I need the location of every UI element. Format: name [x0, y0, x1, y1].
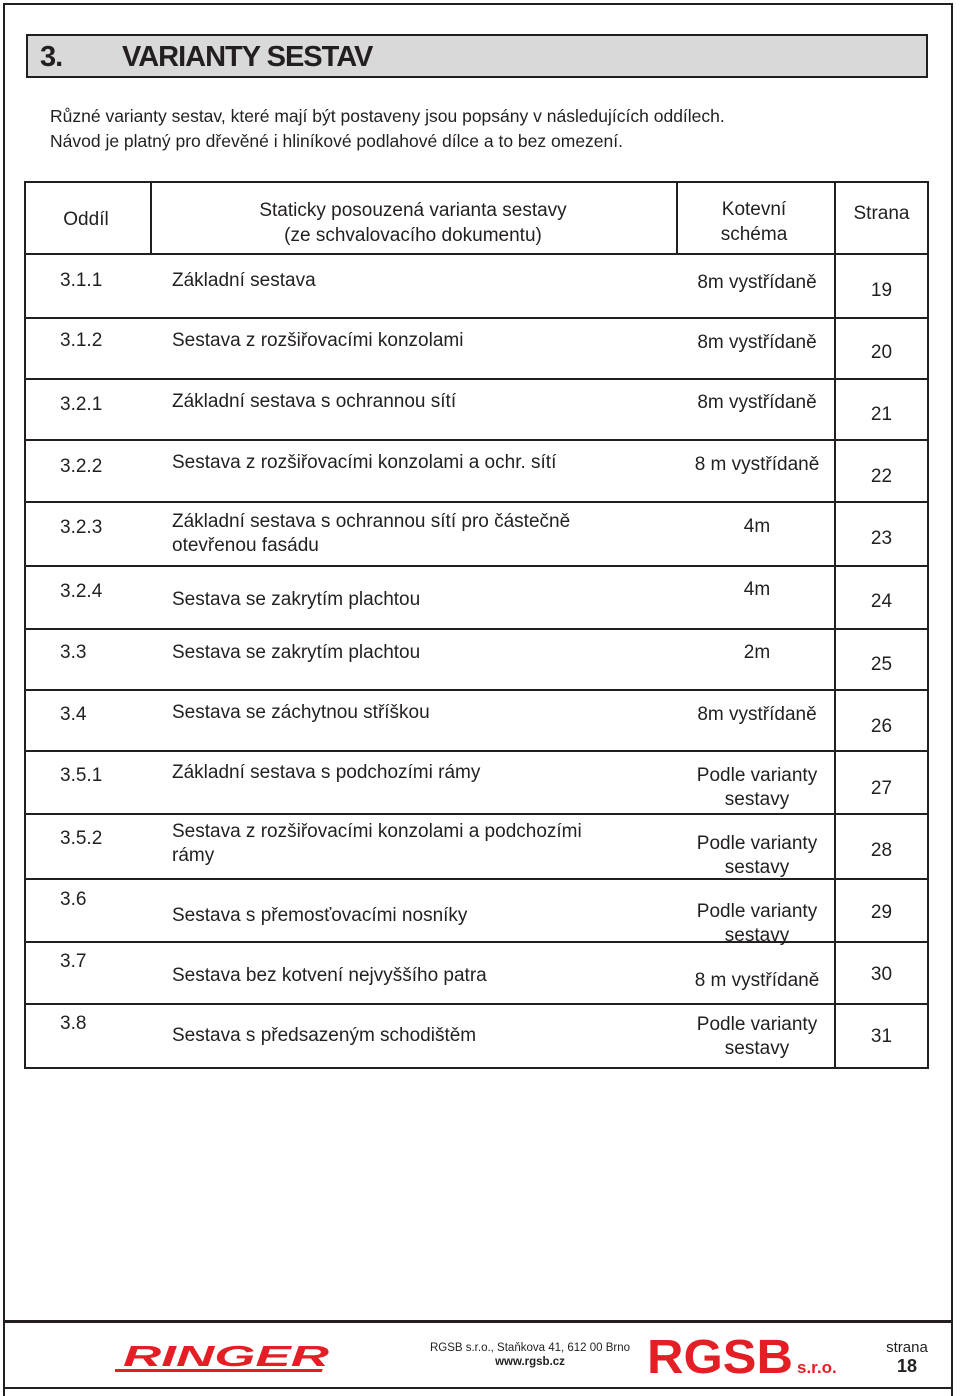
row-anchor: Podle varianty sestavy — [696, 833, 818, 878]
row-anchor: 4m — [743, 579, 771, 600]
row-anchor: 8 m vystřídaně — [694, 970, 820, 991]
row-page: 23 — [870, 528, 893, 549]
row-anchor: Podle varianty sestavy — [696, 765, 818, 810]
company-website: www.rgsb.cz — [495, 1356, 565, 1368]
row-section: 3.1.1 — [60, 270, 103, 291]
header-section: Oddíl — [63, 209, 109, 230]
header-anchor-scheme: Kotevní schéma — [720, 199, 788, 245]
row-variant: Základní sestava s ochrannou sítí pro částečně otevřenou fasádu — [172, 511, 571, 556]
row-section: 3.1.2 — [60, 330, 103, 351]
company-info — [400, 1341, 660, 1369]
row-divider — [26, 689, 927, 691]
row-section: 3.4 — [60, 704, 87, 725]
page-number-block — [867, 1339, 947, 1375]
row-anchor: Podle varianty sestavy — [696, 901, 818, 946]
page-number: 18 — [896, 1356, 918, 1376]
rgsb-logo — [645, 1333, 855, 1381]
row-variant: Základní sestava s podchozími rámy — [172, 762, 481, 783]
row-page: 19 — [870, 280, 893, 301]
page-footer — [3, 1320, 953, 1396]
row-page: 24 — [870, 591, 893, 612]
svg-text:RINGER: RINGER — [123, 1341, 330, 1373]
row-variant: Sestava z rozšiřovacími konzolami a ochr. sítí — [172, 452, 557, 473]
row-section: 3.2.3 — [60, 517, 103, 538]
row-page: 27 — [870, 778, 893, 799]
row-anchor: 8m vystřídaně — [697, 704, 817, 725]
row-divider — [26, 565, 927, 567]
row-anchor: 4m — [743, 516, 771, 537]
row-variant: Sestava se zakrytím plachtou — [172, 642, 421, 663]
row-section: 3.7 — [60, 951, 87, 972]
row-anchor: 2m — [743, 642, 771, 663]
row-divider — [26, 813, 927, 815]
row-page: 21 — [870, 404, 893, 425]
row-divider — [26, 253, 927, 255]
row-divider — [26, 750, 927, 752]
row-variant: Sestava z rozšiřovacími konzolami — [172, 330, 464, 351]
header-variant: Staticky posouzená varianta sestavy (ze schvalovacího dokumentu) — [259, 200, 567, 246]
header-page: Strana — [853, 203, 910, 224]
row-section: 3.2.2 — [60, 456, 103, 477]
row-anchor: 8m vystřídaně — [697, 272, 817, 293]
row-variant: Základní sestava — [172, 270, 316, 291]
row-divider — [26, 1003, 927, 1005]
row-section: 3.8 — [60, 1013, 87, 1034]
chapter-title: VARIANTY SESTAV — [122, 41, 373, 73]
company-address: RGSB s.r.o., Staňkova 41, 612 00 Brno — [429, 1342, 631, 1354]
row-variant: Sestava s přemosťovacími nosníky — [172, 905, 468, 926]
row-page: 20 — [870, 342, 893, 363]
row-page: 28 — [870, 840, 893, 861]
row-divider — [26, 317, 927, 319]
row-section: 3.5.1 — [60, 765, 103, 786]
row-variant: Základní sestava s ochrannou sítí — [172, 391, 457, 412]
page-label: strana — [886, 1339, 928, 1356]
row-divider — [26, 439, 927, 441]
row-anchor: 8m vystřídaně — [697, 392, 817, 413]
row-page: 22 — [870, 466, 893, 487]
row-page: 29 — [870, 902, 893, 923]
row-divider — [26, 501, 927, 503]
row-divider — [26, 378, 927, 380]
row-anchor: Podle varianty sestavy — [696, 1014, 818, 1059]
row-variant: Sestava s předsazeným schodištěm — [172, 1025, 477, 1046]
row-section: 3.6 — [60, 889, 87, 910]
intro-line: Různé varianty sestav, které mají být postaveny jsou popsány v následujících oddílech. — [50, 106, 725, 126]
row-page: 26 — [870, 716, 893, 737]
svg-text:s.r.o.: s.r.o. — [797, 1358, 837, 1377]
intro-line: Návod je platný pro dřevěné i hliníkové podlahové dílce a to bez omezení. — [50, 131, 623, 151]
row-section: 3.3 — [60, 642, 87, 663]
row-page: 30 — [870, 964, 893, 985]
row-section: 3.2.1 — [60, 394, 103, 415]
chapter-header — [26, 34, 928, 78]
svg-text:RGSB: RGSB — [647, 1333, 793, 1381]
row-variant: Sestava z rozšiřovacími konzolami a podchozími rámy — [172, 821, 582, 866]
row-variant: Sestava se záchytnou stříškou — [172, 702, 430, 723]
variants-table — [24, 181, 929, 1069]
row-page: 31 — [870, 1026, 893, 1047]
row-anchor: 8 m vystřídaně — [694, 454, 820, 475]
chapter-number: 3. — [40, 41, 63, 73]
row-page: 25 — [870, 654, 893, 675]
row-section: 3.5.2 — [60, 828, 103, 849]
row-anchor: 8m vystřídaně — [697, 332, 817, 353]
ringer-logo — [115, 1341, 337, 1375]
row-divider — [26, 628, 927, 630]
row-variant: Sestava bez kotvení nejvyššího patra — [172, 965, 487, 986]
row-section: 3.2.4 — [60, 581, 103, 602]
row-variant: Sestava se zakrytím plachtou — [172, 589, 421, 610]
intro-text — [50, 104, 910, 154]
